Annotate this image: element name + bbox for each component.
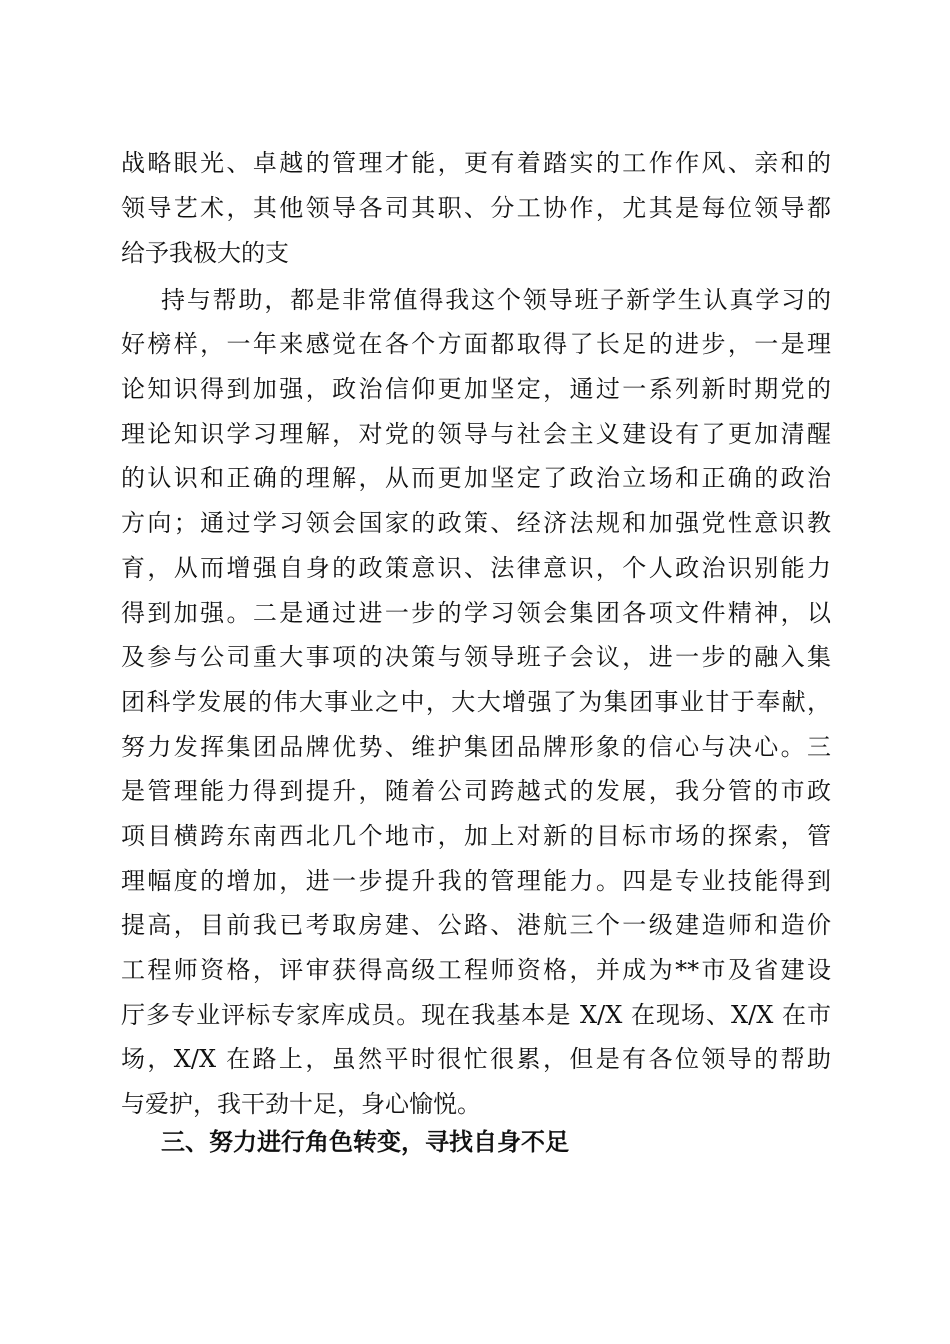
paragraph-line: 给予我极大的支 [121,239,289,267]
section-heading: 三、努力进行角色转变，寻找自身不足 [161,1128,569,1156]
paragraph-line: 领导艺术，其他领导各司其职、分工协作，尤其是每位领导都 [121,194,831,222]
paragraph-line: 持与帮助，都是非常值得我这个领导班子新学生认真学习的 [161,286,831,314]
paragraph-line: 好榜样，一年来感觉在各个方面都取得了长足的进步，一是理 [121,330,831,358]
paragraph-line: 理论知识学习理解，对党的领导与社会主义建设有了更加清醒 [121,420,831,448]
paragraph-line: 论知识得到加强，政治信仰更加坚定，通过一系列新时期党的 [121,375,831,403]
paragraph-line: 理幅度的增加，进一步提升我的管理能力。四是专业技能得到 [121,867,831,895]
paragraph-line: 场，X/X 在路上，虽然平时很忙很累，但是有各位领导的帮助 [121,1045,831,1073]
paragraph-line: 是管理能力得到提升，随着公司跨越式的发展，我分管的市政 [121,777,831,805]
paragraph-line: 与爱护，我干劲十足，身心愉悦。 [121,1090,481,1118]
paragraph-line: 战略眼光、卓越的管理才能，更有着踏实的工作作风、亲和的 [121,149,831,177]
paragraph-line: 育，从而增强自身的政策意识、法律意识，个人政治识别能力 [121,554,831,582]
paragraph-line: 厅多专业评标专家库成员。现在我基本是 X/X 在现场、X/X 在市 [121,1001,831,1029]
paragraph-line: 及参与公司重大事项的决策与领导班子会议，进一步的融入集 [121,643,831,671]
paragraph-line: 得到加强。二是通过进一步的学习领会集团各项文件精神，以 [121,599,831,627]
paragraph-line: 项目横跨东南西北几个地市，加上对新的目标市场的探索，管 [121,822,831,850]
paragraph-line: 团科学发展的伟大事业之中，大大增强了为集团事业甘于奉献， [121,688,831,716]
paragraph-line: 努力发挥集团品牌优势、维护集团品牌形象的信心与决心。三 [121,733,831,761]
paragraph-line: 工程师资格，评审获得高级工程师资格，并成为**市及省建设 [121,956,831,984]
paragraph-line: 的认识和正确的理解，从而更加坚定了政治立场和正确的政治 [121,464,831,492]
paragraph-line: 提高，目前我已考取房建、公路、港航三个一级建造师和造价 [121,911,831,939]
paragraph-line: 方向；通过学习领会国家的政策、经济法规和加强党性意识教 [121,509,831,537]
